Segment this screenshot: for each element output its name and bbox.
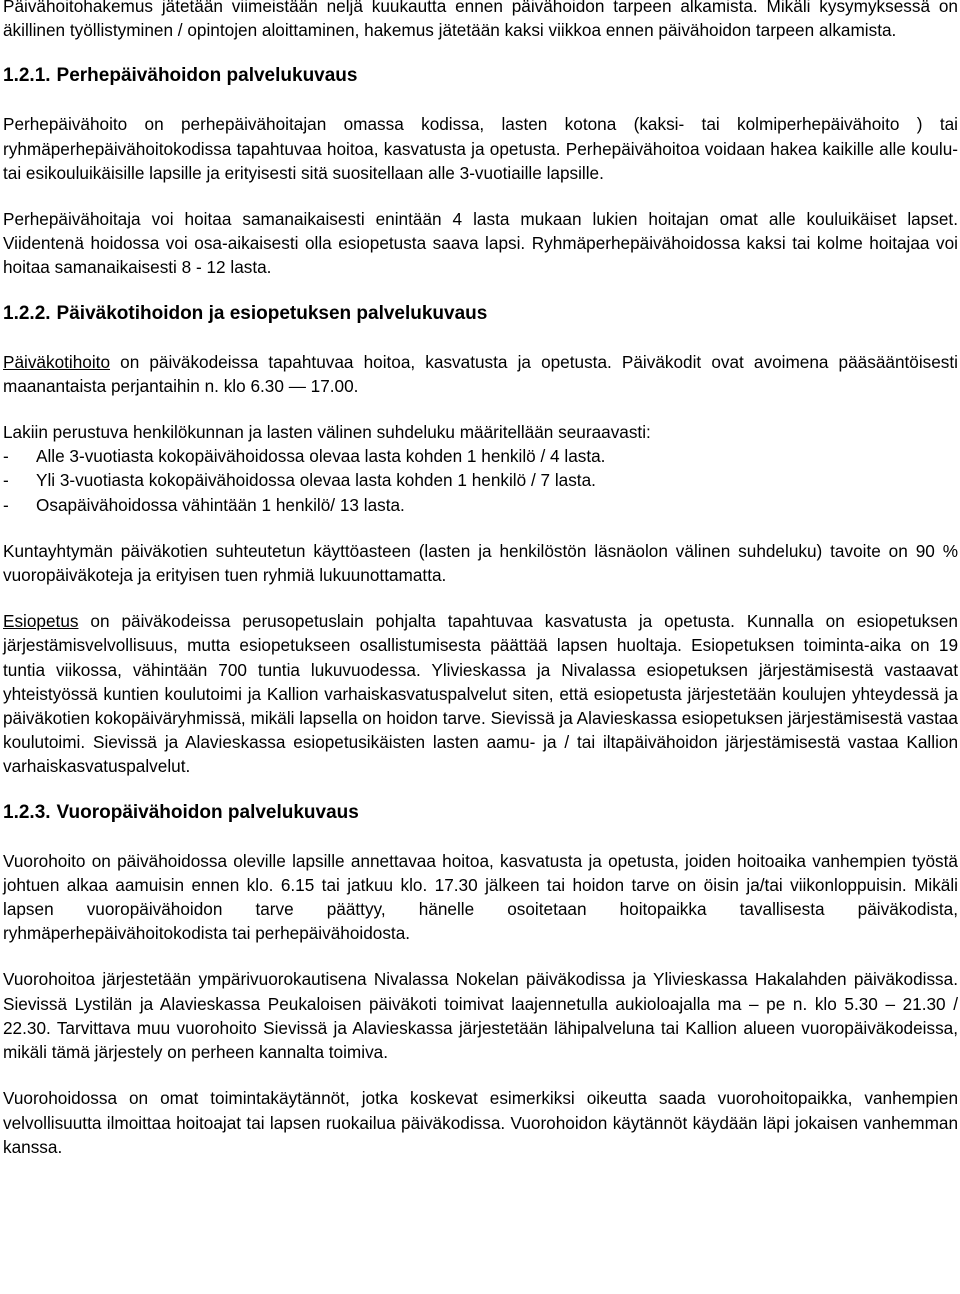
paragraph-text: on päiväkodeissa tapahtuvaa hoitoa, kasvatusta ja opetusta. Päiväkodit ovat avoimena pääsääntöisesti maanantaista perjantaihin n. klo 6.30 — 17.00.: [3, 351, 958, 396]
paragraph-text: on päiväkodeissa perusopetuslain pohjalta tapahtuvaa kasvatusta ja opetusta. Kunnalla on esiopetuksen järjestämisvelvollisuus, mutta esiopetukseen osallistumisesta päättää lapsen huoltaja. Esiopetuksen toiminta-aika on 19 tuntia viikossa, vähintään 700 tuntia lukuvuodessa. Ylivieskassa ja Nivalassa esiopetuksen järjestämisestä vastaavat yhteistyössä kuntien koulutoimi ja Kallion varhaiskasvatuspalvelut siten, että esiopetusta järjestetään koulujen yhteydessä ja päiväkotien kokopäiväryhmissä, mikäli lapsella on hoidon tarve. Sievissä ja Alavieskassa esiopetuksen järjestämisestä vastaa koulutoimi. Sievissä ja Alavieskassa esiopetusikäisten lasten aamu- ja / tai iltapäivähoidon järjestämisestä vastaa Kallion varhaiskasvatuspalvelut.: [3, 611, 958, 777]
paragraph: Vuorohoito on päivähoidossa oleville lapsille annettavaa hoitoa, kasvatusta ja opetusta, joiden hoitoaika vanhempien työstä johtuen alkaa aamuisin ennen klo. 6.15 tai jatkuu klo. 17.30 jälkeen tai hoidon tarve on öisin ja/tai viikonloppuisin. Mikäli lapsen vuoropäivähoidon tarve päättyy, hänelle osoitetaan hoitopaikka tavallisesta päiväkodista, ryhmäperhepäivähoitokodista tai perhepäivähoidosta.: [3, 850, 958, 944]
paragraph: Kuntayhtymän päiväkotien suhteutetun käyttöasteen (lasten ja henkilöstön läsnäolon välinen suhdeluku) tavoite on 90 % vuoropäiväkoteja ja erityisen tuen ryhmiä lukuunottamatta.: [3, 540, 958, 586]
paragraph: Vuorohoidossa on omat toimintakäytännöt, jotka koskevat esimerkiksi oikeutta saada vuorohoitopaikka, vanhempien velvollisuutta ilmoittaa hoitoajat tai lapsen ruokailua päiväkodissa. Vuorohoidon käytännöt käydään läpi jokaisen vanhemman kanssa.: [3, 1088, 958, 1157]
intro-paragraph: Päivähoitohakemus jätetään viimeistään neljä kuukautta ennen päivähoidon tarpeen alkamista. Mikäli kysymyksessä on äkillinen työllistyminen / opintojen aloittaminen, hakemus jätetään kaksi viikkoa ennen päivähoidon tarpeen alkamista.: [3, 0, 958, 41]
section-number: 1.2.3.: [3, 801, 51, 823]
ratio-list: [3, 444, 958, 517]
paragraph: Perhepäivähoitaja voi hoitaa samanaikaisesti enintään 4 lasta mukaan lukien hoitajan omat alle kouluikäiset lapset. Viidentenä hoidossa voi osa-aikaisesti olla esiopetusta saava lapsi. Ryhmäperhepäivähoidossa kaksi tai kolme hoitajaa voi hoitaa samanaikaisesti 8 - 12 lasta.: [3, 209, 958, 278]
term-paivakotihoito: Päiväkotihoito: [3, 351, 111, 372]
term-esiopetus: Esiopetus: [3, 611, 79, 632]
section-title: Päiväkotihoidon ja esiopetuksen palvelukuvaus: [56, 302, 488, 324]
section-number: 1.2.1.: [3, 65, 51, 87]
list-item: - Alle 3-vuotiasta kokopäivähoidossa olevaa lasta kohden 1 henkilö / 4 lasta.: [3, 446, 606, 467]
section-title: Perhepäivähoidon palvelukuvaus: [56, 65, 358, 87]
paragraph: [3, 609, 958, 778]
ratio-intro: Lakiin perustuva henkilökunnan ja lasten välinen suhdeluku määritellään seuraavasti:: [3, 422, 651, 443]
section-title: Vuoropäivähoidon palvelukuvaus: [56, 801, 359, 823]
section-number: 1.2.2.: [3, 302, 51, 324]
document-page: [3, 0, 958, 1181]
section-heading-paivakotihoito: [3, 302, 958, 326]
paragraph: Perhepäivähoito on perhepäivähoitajan omassa kodissa, lasten kotona (kaksi- tai kolmiperhepäivähoito ) tai ryhmäperhepäivähoitokodissa tapahtuvaa hoitoa, kasvatusta ja opetusta. Perhepäivähoitoa voidaan hakea kaikille alle koulu- tai esikouluikäisille lapsille ja erityisesti sitä suositellaan alle 3-vuotiaille lapsille.: [3, 114, 958, 183]
paragraph: [3, 350, 958, 398]
paragraph: Vuorohoitoa järjestetään ympärivuorokautisena Nivalassa Nokelan päiväkodissa ja Ylivieskassa Hakalahden päiväkodissa. Sievissä Lystilän ja Alavieskassa Peukaloisen päiväkoti toimivat laajennetulla aukioloajalla ma – pe n. klo 5.30 – 21.30 / 22.30. Tarvittava muu vuorohoito Sievissä ja Alavieskassa järjestetään lähipalveluna tai Kallion alueen vuoropäiväkodeissa, mikäli tämä järjestely on perheen kannalta toimiva.: [3, 969, 958, 1063]
list-item: - Yli 3-vuotiasta kokopäivähoidossa olevaa lasta kohden 1 henkilö / 7 lasta.: [3, 470, 596, 491]
section-heading-vuoropaivahoito: [3, 801, 958, 825]
list-item: - Osapäivähoidossa vähintään 1 henkilö/ 13 lasta.: [3, 494, 405, 515]
section-heading-perhepaivahoito: [3, 64, 958, 88]
